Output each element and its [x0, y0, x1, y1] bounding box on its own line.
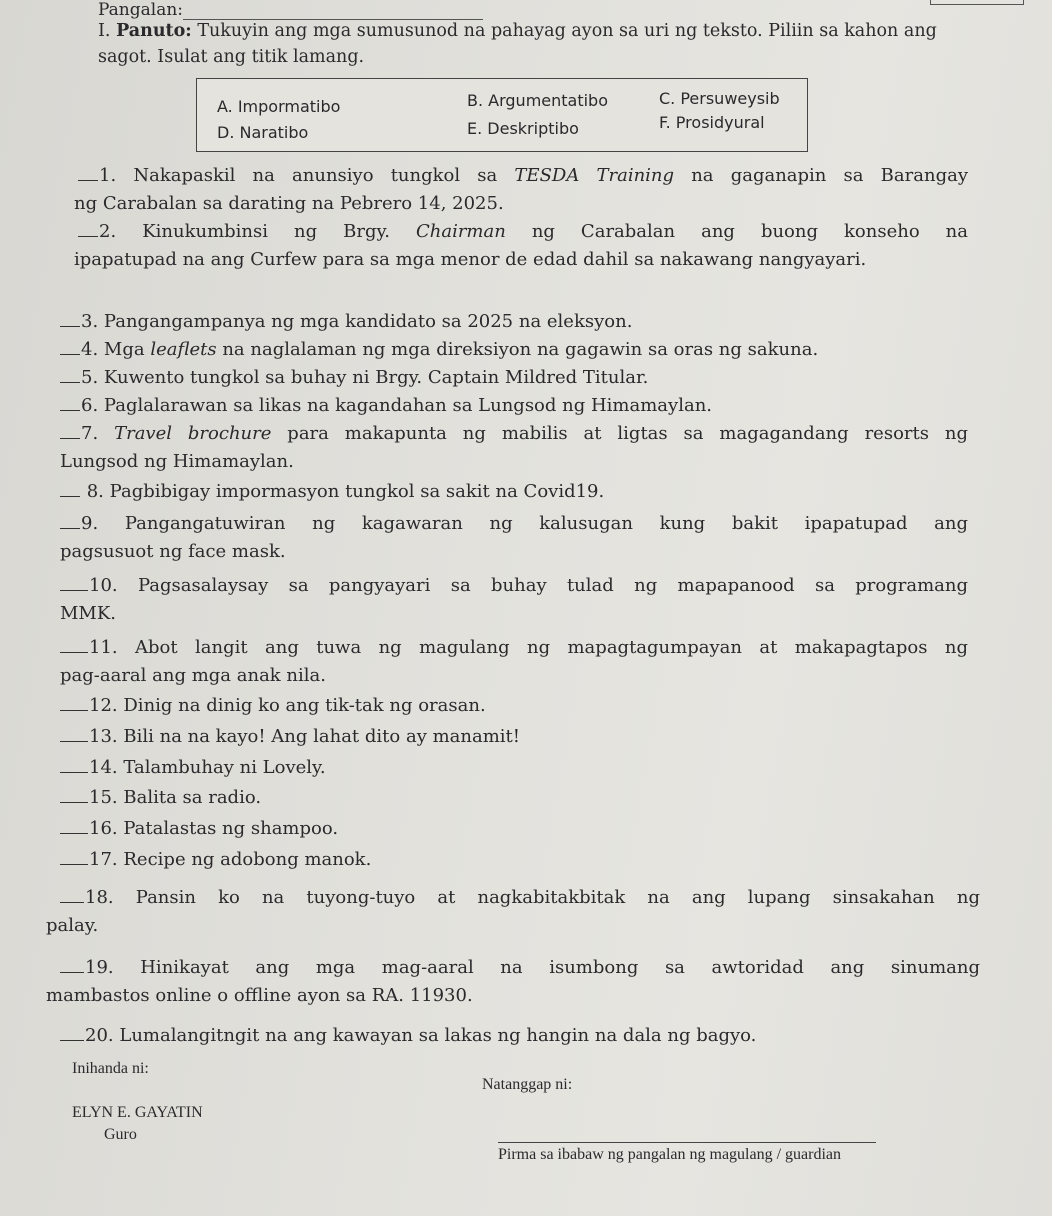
name-field[interactable]	[98, 0, 483, 20]
section-numeral: I.	[98, 21, 111, 41]
answer-blank[interactable]	[60, 636, 88, 653]
received-by-label: Natanggap ni:	[482, 1076, 573, 1093]
question-item-4: 4. Mga leaflets na naglalaman ng mga direksiyon na gagawin sa oras ng sakuna.	[60, 336, 968, 364]
answer-blank[interactable]	[60, 366, 80, 383]
answer-blank[interactable]	[60, 786, 88, 803]
answer-blank[interactable]	[60, 756, 88, 773]
question-item-6: 6. Paglalarawan sa likas na kagandahan sa Lungsod ng Himamaylan.	[60, 392, 968, 420]
instructions	[98, 18, 978, 70]
teacher-role: Guro	[104, 1126, 137, 1143]
choice-a: A. Impormatibo	[217, 97, 341, 116]
question-item-12: 12. Dinig na dinig ko ang tik-tak ng orasan.	[60, 692, 968, 720]
question-item-20: 20. Lumalangitngit na ang kawayan sa lakas ng hangin na dala ng bagyo.	[46, 1022, 980, 1050]
question-item-14: 14. Talambuhay ni Lovely.	[60, 754, 968, 782]
answer-blank[interactable]	[60, 512, 80, 529]
answer-blank[interactable]	[60, 817, 88, 834]
teacher-name: ELYN E. GAYATIN	[72, 1104, 203, 1121]
answer-blank[interactable]	[60, 956, 84, 973]
question-item-9: 9. Pangangatuwiran ng kagawaran ng kalusugan kung bakit ipapatupad ang pagsusuot ng face mask.	[60, 513, 968, 562]
answer-blank[interactable]	[60, 422, 80, 439]
answer-blank[interactable]	[60, 338, 80, 355]
prepared-by-label: Inihanda ni:	[72, 1060, 149, 1077]
question-item-18: 18. Pansin ko na tuyong-tuyo at nagkabitakbitak na ang lupang sinsakahan ng palay.	[46, 887, 980, 936]
answer-blank[interactable]	[78, 220, 98, 237]
question-item-10: 10. Pagsasalaysay sa pangyayari sa buhay tulad ng mapapanood sa programang MMK.	[60, 575, 968, 624]
signature-caption: Pirma sa ibabaw ng pangalan ng magulang / guardian	[498, 1146, 842, 1163]
choices-box	[196, 78, 808, 152]
question-item-17: 17. Recipe ng adobong manok.	[60, 846, 968, 874]
question-item-3: 3. Pangangampanya ng mga kandidato sa 2025 na eleksyon.	[60, 308, 968, 336]
answer-blank[interactable]	[60, 574, 88, 591]
answer-blank[interactable]	[60, 886, 84, 903]
choice-f: F. Prosidyural	[659, 113, 765, 132]
question-item-19: 19. Hinikayat ang mga mag-aaral na isumbong sa awtoridad ang sinumang mambastos online o offline ayon sa RA. 11930.	[46, 957, 980, 1006]
instructions-label: Panuto:	[116, 21, 192, 41]
answer-blank[interactable]	[60, 394, 80, 411]
answer-blank[interactable]	[60, 310, 80, 327]
answer-blank[interactable]	[60, 694, 88, 711]
question-item-2: 2. Kinukumbinsi ng Brgy. Chairman ng Carabalan ang buong konseho na ipapatupad na ang Curfew para sa mga menor de edad dahil sa nakawang nangyayari.	[74, 221, 968, 270]
choice-d: D. Naratibo	[217, 123, 309, 142]
question-item-7: 7. Travel brochure para makapunta ng mabilis at ligtas sa magagandang resorts ng Lungsod ng Himamaylan.	[60, 423, 968, 472]
question-item-8: 8. Pagbibigay impormasyon tungkol sa sakit na Covid19.	[60, 478, 968, 506]
question-item-13: 13. Bili na na kayo! Ang lahat dito ay manamit!	[60, 723, 968, 751]
answer-blank[interactable]	[60, 848, 88, 865]
question-item-15: 15. Balita sa radio.	[60, 784, 968, 812]
answer-blank[interactable]	[60, 480, 80, 497]
answer-blank[interactable]	[60, 1024, 84, 1041]
score-box	[930, 0, 1024, 5]
choice-c: C. Persuweysib	[659, 89, 780, 108]
answer-blank[interactable]	[78, 164, 98, 181]
question-item-1: 1. Nakapaskil na anunsiyo tungkol sa TESDA Training na gaganapin sa Barangay ng Carabalan sa darating na Pebrero 14, 2025.	[74, 165, 968, 214]
question-item-16: 16. Patalastas ng shampoo.	[60, 815, 968, 843]
choice-b: B. Argumentatibo	[467, 91, 608, 110]
choice-e: E. Deskriptibo	[467, 119, 579, 138]
signature-line[interactable]	[498, 1142, 876, 1143]
instructions-text: Tukuyin ang mga sumusunod na pahayag ayon sa uri ng teksto. Piliin sa kahon ang sagot. Isulat ang titik lamang.	[98, 21, 937, 67]
question-item-11: 11. Abot langit ang tuwa ng magulang ng mapagtagumpayan at makapagtapos ng pag-aaral ang mga anak nila.	[60, 637, 968, 686]
question-item-5: 5. Kuwento tungkol sa buhay ni Brgy. Captain Mildred Titular.	[60, 364, 968, 392]
name-label: Pangalan:	[98, 0, 184, 20]
answer-blank[interactable]	[60, 725, 88, 742]
